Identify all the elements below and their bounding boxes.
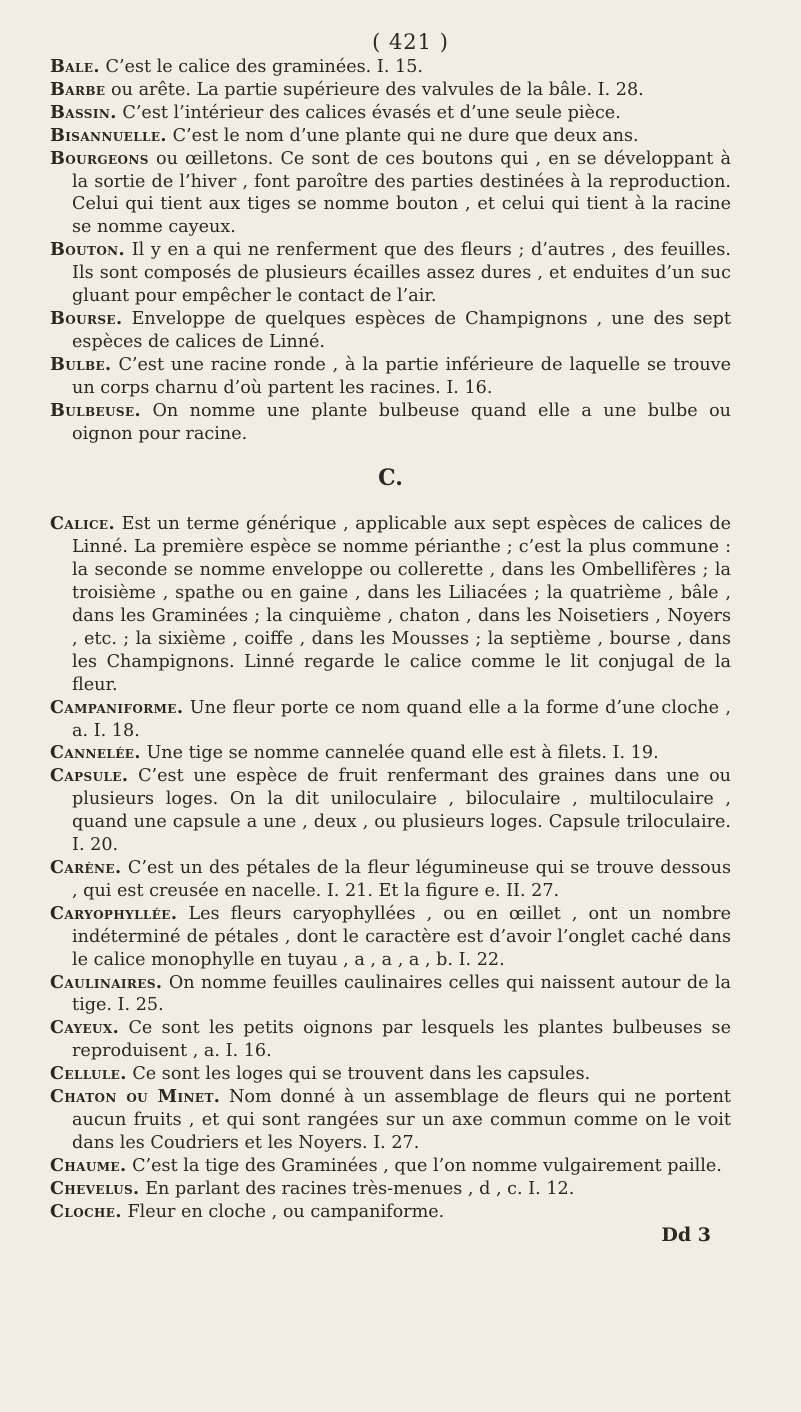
entry-term: Caryophyllée. (50, 902, 178, 924)
glossary-entry (50, 102, 731, 125)
glossary-entry (50, 354, 731, 400)
entry-definition: Ce sont les loges qui se trouvent dans les capsules. (132, 1064, 591, 1085)
glossary-entry (50, 857, 731, 903)
entry-definition: ou arête. La partie supérieure des valvules de la bâle. I. 28. (111, 79, 644, 100)
glossary-entry (50, 972, 731, 1018)
glossary-entry (50, 765, 731, 857)
entry-definition: Nom donné à un assemblage de fleurs qui ne portent aucun fruits , et qui sont rangées sur un axe commun comme on le voit dans les Coudriers et les Noyers. I. 27. (72, 1087, 731, 1153)
entry-term: Caulinaires. (50, 971, 163, 993)
glossary-entry (50, 903, 731, 972)
entry-term: Bassin. (50, 101, 117, 123)
entry-definition: En parlant des racines très-menues , d , c. I. 12. (145, 1178, 575, 1199)
entry-definition: On nomme feuilles caulinaires celles qui naissent autour de la tige. I. 25. (72, 972, 732, 1016)
page-number: ( 421 ) (372, 30, 449, 54)
entry-definition: C’est la tige des Graminées , que l’on nomme vulgairement paille. (132, 1155, 722, 1176)
entry-term: Bourse. (50, 307, 123, 329)
entry-definition: On nomme une plante bulbeuse quand elle a une bulbe ou oignon pour racine. (72, 400, 732, 444)
glossary-entry (50, 308, 731, 354)
glossary-entry (50, 239, 731, 308)
entry-definition: Une tige se nomme cannelée quand elle est à filets. I. 19. (146, 743, 659, 764)
entry-term: Chaton ou Minet. (50, 1086, 221, 1108)
glossary-entry (50, 513, 731, 696)
entry-term: Bulbeuse. (50, 399, 142, 421)
entry-definition: C’est le nom d’une plante qui ne dure que deux ans. (172, 125, 639, 146)
entry-definition: C’est une espèce de fruit renfermant des graines dans une ou plusieurs loges. On la dit uniloculaire , biloculaire , multiloculaire , quand une capsule a une , deux , ou plusieurs loges. Capsule triloculaire. I. 20. (72, 766, 731, 856)
entry-definition: Une fleur porte ce nom quand elle a la forme d’une cloche , a. I. 18. (72, 697, 731, 741)
glossary-entry (50, 742, 731, 765)
entry-definition: Fleur en cloche , ou campaniforme. (127, 1201, 445, 1222)
entry-term: Capsule. (50, 765, 129, 787)
glossary-entry (50, 1086, 731, 1155)
glossary-section-c (50, 513, 731, 1223)
glossary-entry (50, 697, 731, 743)
glossary-entry (50, 148, 731, 240)
printer-signature-mark: Dd 3 (661, 1223, 711, 1246)
glossary-entry (50, 56, 731, 79)
entry-term: Campaniforme. (50, 696, 184, 718)
glossary-entry (50, 125, 731, 148)
glossary-entry (50, 1201, 731, 1224)
entry-definition: Les fleurs caryophyllées , ou en œillet , ont un nombre indéterminé de pétales , dont le caractère est d’avoir l’onglet caché dans le calice monophylle en tuyau , a , a , a , b. I. 22. (72, 903, 732, 970)
entry-term: Bourgeons (50, 147, 149, 169)
entry-definition: ou œilletons. Ce sont de ces boutons qui , en se développant à la sortie de l’hiver , font paroître des parties destinées à la reproduction. Celui qui tient aux tiges se nomme bouton , et celui qui tient à la racine se nomme cayeux. (72, 148, 732, 238)
glossary-entry (50, 1063, 731, 1086)
entry-definition: C’est l’intérieur des calices évasés et d’une seule pièce. (122, 102, 621, 123)
entry-definition: Ce sont les petits oignons par lesquels les plantes bulbeuses se reproduisent , a. I. 16. (72, 1018, 731, 1062)
entry-term: Carène. (50, 857, 122, 878)
entry-term: Cellule. (50, 1063, 127, 1085)
entry-definition: Enveloppe de quelques espèces de Champignons , une des sept espèces de calices de Linné. (72, 308, 732, 352)
entry-definition: C’est une racine ronde , à la partie inférieure de laquelle se trouve un corps charnu d’où partent les racines. I. 16. (72, 354, 732, 398)
glossary-entry (50, 1155, 731, 1178)
entry-term: Cayeux. (50, 1017, 120, 1039)
entry-term: Bisannuelle. (50, 124, 167, 146)
entry-definition: C’est un des pétales de la fleur légumineuse qui se trouve dessous , qui est creusée en nacelle. I. 21. Et la figure e. II. 27. (72, 858, 731, 901)
entry-term: Chaume. (50, 1154, 127, 1176)
entry-definition: C’est le calice des graminées. I. 15. (105, 57, 423, 77)
entry-term: Bale. (50, 56, 100, 77)
section-heading: C. (378, 465, 403, 492)
entry-definition: Est un terme générique , applicable aux sept espèces de calices de Linné. La première espèce se nomme périanthe ; c’est la plus commune : la seconde se nomme enveloppe ou collerette , dans les Ombellifères ; la troisième , spathe ou en gaine , dans les Liliacées ; la quatrième , bâle , dans les Graminées ; la cinquième , chaton , dans les Noisetiers , Noyers , etc. ; la sixième , coiffe , dans les Mousses ; la septième , bourse , dans les Champignons. Linné regarde le calice comme le lit conjugal de la fleur. (72, 514, 731, 695)
entry-term: Bouton. (50, 239, 126, 261)
glossary-entry (50, 1017, 731, 1063)
entry-term: Chevelus. (50, 1177, 140, 1199)
glossary-entry (50, 400, 731, 446)
entry-term: Calice. (50, 513, 115, 535)
entry-term: Cannelée. (50, 742, 141, 764)
glossary-section-b (50, 56, 731, 445)
entry-term: Barbe (50, 78, 106, 100)
entry-term: Bulbe. (50, 353, 112, 375)
glossary-entry (50, 79, 731, 102)
glossary-entry (50, 1178, 731, 1201)
entry-definition: Il y en a qui ne renferment que des fleurs ; d’autres , des feuilles. Ils sont composés de plusieurs écailles assez dures , et enduites d’un suc gluant pour empêcher le contact de l’air. (72, 240, 731, 307)
entry-term: Cloche. (50, 1200, 122, 1222)
